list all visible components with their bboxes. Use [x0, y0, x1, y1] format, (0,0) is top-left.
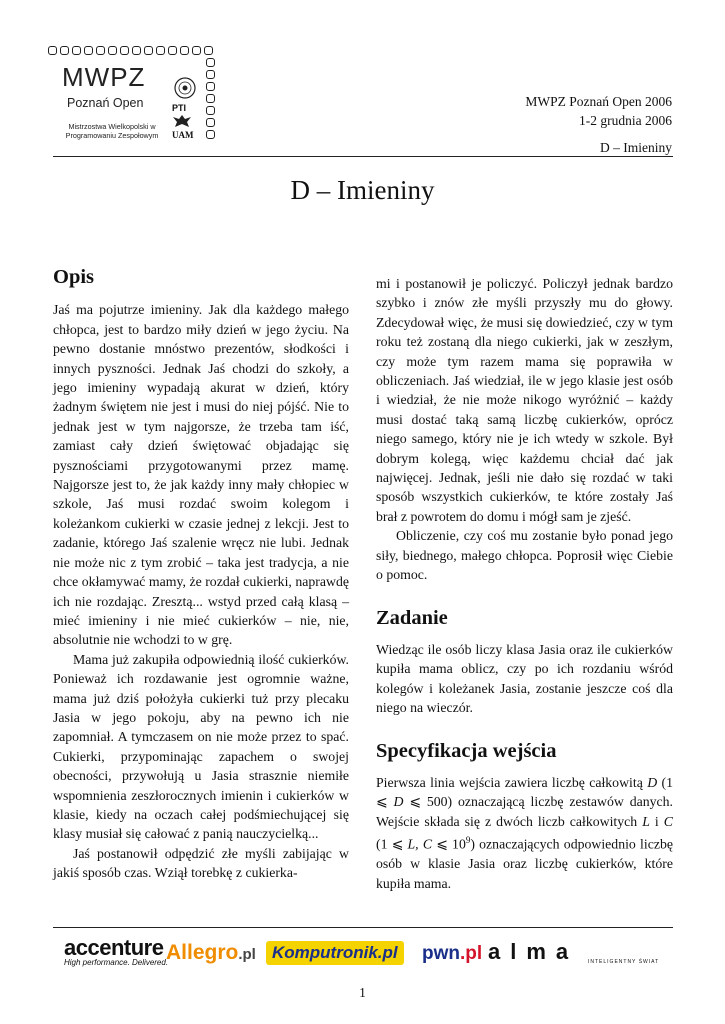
allegro-logo: Allegro.pl	[166, 941, 256, 964]
uam-emblem: UAM	[172, 130, 194, 140]
sponsors-bar	[60, 935, 680, 975]
opis-paragraph-2: Mama już zakupiła odpowiednią ilość cukierków. Ponieważ ich rozdawanie jest ogromnie ważne, mama już dziś położyła cukierki tuż przy plecaku Jasia w jego pokoju, aby na pewno ich nie zapomniał. A tymczasem on nie może przez to spać. Cukierki, przypominając zapachem o swojej obecności, przywołują u Jasia strasznie niemiłe wspomnienia zeszłorocznych imienin i cukierków w klasie, kiedy na oczach całej podśmiechującej się klasy musiał się całować z panią nauczycielką...	[53, 651, 349, 842]
logo-title: MWPZ	[62, 62, 146, 92]
opis-paragraph-1: Jaś ma pojutrze imieniny. Jak dla każdego małego chłopca, jest to bardzo miły dzień w jego życiu. Na pewno dostanie mnóstwo prezentów, słodkości i innych pyszności. Jednak Jaś chodzi do szkoły, a jego imieniny wypadają akurat w dzień, który żadnym świętem nie jest i musi do niej pójść. Nie to jednak jest w tym najgorsze, że trzeba tam iść, zamiast cały dzień świętować objadając się pysznościami przygotowanymi przez mamę. Najgorsze jest to, że jak każdy inny mały chłopiec w szkole, Jaś musi rozdać swoim kolegom i koleżankom cukierki w czasie jednej z lekcji. Jest to zadanie, którego Jaś szalenie wręcz nie lubi. Jednak nie może nic z tym zrobić – taka jest tradycja, a nie chce okłamywać mamy, że rozdał cukierki, naprawdę ich nie rozdając. Zresztą... wstyd przed całą klasą – mieć imieniny i nie mieć cukierków – nie, nie, absolutnie nie wchodzi to w grę.	[53, 302, 349, 648]
task-paragraph: Wiedząc ile osób liczy klasa Jasia oraz ile cukierków kupiła mama oblicz, czy po ich rozdaniu wśród kolegów i koleżanek Jasia, zostanie jeszcze coś dla niego na wieczór.	[376, 641, 673, 716]
page-number: 1	[359, 985, 366, 1000]
accenture-logo: accenture High performance. Delivered.	[64, 935, 169, 967]
heading-input-spec: Specyfikacja wejścia	[376, 739, 557, 762]
page-title: D – Imieniny	[290, 175, 435, 205]
alma-logo: alma INTELIGENTNY ŚWIAT	[488, 939, 660, 965]
header-rule	[53, 156, 673, 157]
page-header	[525, 92, 672, 157]
footer-rule	[53, 927, 673, 928]
left-column	[53, 268, 349, 883]
header-contest: MWPZ Poznań Open 2006	[525, 94, 672, 109]
logo-caption: Mistrzostwa Wielkopolski w Programowaniu Zespołowym	[65, 122, 159, 140]
input-spec-paragraph: Pierwsza linia wejścia zawiera liczbę całkowitą D (1 ⩽ D ⩽ 500) oznaczającą liczbę zestawów danych. Wejście składa się z dwóch liczb całkowitych L i C (1 ⩽ L, C ⩽ $10^9$) oznaczających odpowiednio liczbę osób w klasie Jasia oraz liczbę cukierków, które kupiła mama.	[376, 774, 674, 891]
heading-zadanie: Zadanie	[376, 606, 448, 629]
opis-paragraph-4: mi i postanowił je policzyć. Policzył jednak bardzo szybko i znów złe myśli przyszły mu do głowy. Zdecydował więc, że musi się dowiedzieć, czy w tym roku też zostaną dla niego cukierki, jak w zeszłym, czy może tym razem mama się poprawiła w obliczeniach. Jaś wiedział, ile w jego klasie jest osób i wiedział, że nie może nikogo wyróżnić – każdy musi dostać taką samą liczbę cukierków, oprócz niego samego, który nie je ich wtedy w szkole. Był dobrym kolegą, więc każdemu chciał dać jak najwięcej. Jednak, jeśli nie dało się rozdać w taki sposób wszystkich cukierków, te które zostały Jaś brał z powrotem do domu i mógł sam je zjeść.	[376, 276, 673, 524]
heading-opis: Opis	[53, 266, 95, 288]
logo-dot-column-right	[206, 58, 215, 139]
right-column	[376, 274, 673, 893]
pti-emblem: PTI	[172, 103, 187, 113]
mwpz-logo	[48, 46, 218, 146]
logo-subtitle: Poznań Open	[67, 96, 144, 110]
pwn-logo: pwn.pl	[422, 943, 483, 964]
header-problem: D – Imieniny	[600, 140, 672, 155]
university-seal-icon	[172, 76, 198, 100]
logo-dot-row-top	[48, 46, 213, 55]
opis-paragraph-3: Jaś postanowił odpędzić złe myśli zabijając w jakiś sposób czas. Wziął torebkę z cukierka-	[53, 845, 349, 881]
header-date: 1-2 grudnia 2006	[579, 113, 672, 128]
eagle-icon	[172, 114, 192, 128]
komputronik-logo: Komputronik.pl	[266, 941, 404, 965]
opis-paragraph-5: Obliczenie, czy coś mu zostanie było ponad jego siły, biednego, małego chłopca. Poprosił więc Ciebie o pomoc.	[376, 528, 673, 583]
logo-emblems	[172, 76, 206, 140]
